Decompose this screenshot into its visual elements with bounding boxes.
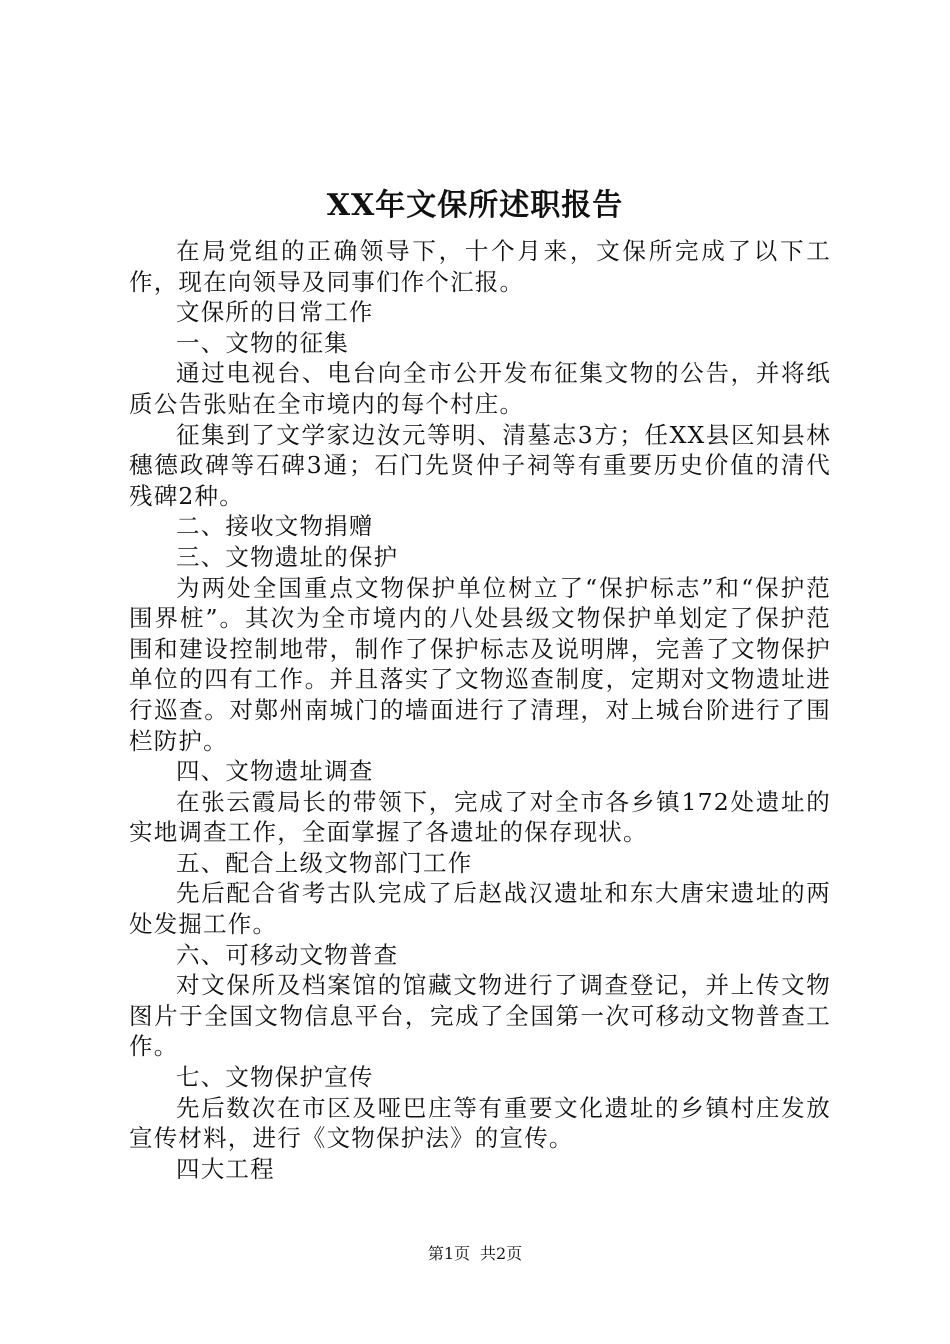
- page-number-current: 第1页: [427, 1244, 470, 1263]
- section-heading-four-projects: 四大工程: [176, 1154, 275, 1183]
- paragraph: 征集到了文学家边汝元等明、清墓志3方；任XX县区知县林穗德政碑等石碑3通；石门先贤仲子祠等有重要历史价值的清代残碑2种。: [129, 420, 831, 510]
- section-heading-7: 七、文物保护宣传: [176, 1063, 374, 1092]
- section-heading-daily-work: 文保所的日常工作: [176, 298, 374, 327]
- section-heading-1: 一、文物的征集: [176, 328, 349, 357]
- paragraph: 先后数次在市区及哑巴庄等有重要文化遗址的乡镇村庄发放宣传材料，进行《文物保护法》的宣传。: [129, 1093, 831, 1153]
- paragraph: 在张云霞局长的带领下，完成了对全市各乡镇172处遗址的实地调查工作，全面掌握了各遗址的保存现状。: [129, 787, 831, 847]
- page-footer: [0, 1243, 950, 1265]
- paragraph: 为两处全国重点文物保护单位树立了“保护标志”和“保护范围界桩”。其次为全市境内的八处县级文物保护单划定了保护范围和建设控制地带，制作了保护标志及说明牌，完善了文物保护单位的四有工作。并且落实了文物巡查制度，定期对文物遗址进行巡查。对鄚州南城门的墙面进行了清理，对上城台阶进行了围栏防护。: [129, 573, 831, 755]
- section-heading-4: 四、文物遗址调查: [176, 757, 374, 786]
- document-body: [129, 236, 831, 1184]
- paragraph: 对文保所及档案馆的馆藏文物进行了调查登记，并上传文物图片于全国文物信息平台，完成了全国第一次可移动文物普查工作。: [129, 971, 831, 1061]
- section-heading-5: 五、配合上级文物部门工作: [176, 848, 473, 877]
- page-number-total: 共2页: [480, 1244, 523, 1263]
- paragraph-intro: 在局党组的正确领导下，十个月来，文保所完成了以下工作，现在向领导及同事们作个汇报。: [129, 237, 831, 296]
- section-heading-6: 六、可移动文物普查: [176, 940, 399, 969]
- section-heading-3: 三、文物遗址的保护: [176, 542, 399, 571]
- section-heading-2: 二、接收文物捐赠: [176, 512, 374, 541]
- paragraph: 通过电视台、电台向全市公开发布征集文物的公告，并将纸质公告张贴在全市境内的每个村庄。: [129, 359, 831, 418]
- paragraph: 先后配合省考古队完成了后赵战汉遗址和东大唐宋遗址的两处发掘工作。: [129, 879, 831, 939]
- document-title: XX年文保所述职报告: [326, 188, 624, 223]
